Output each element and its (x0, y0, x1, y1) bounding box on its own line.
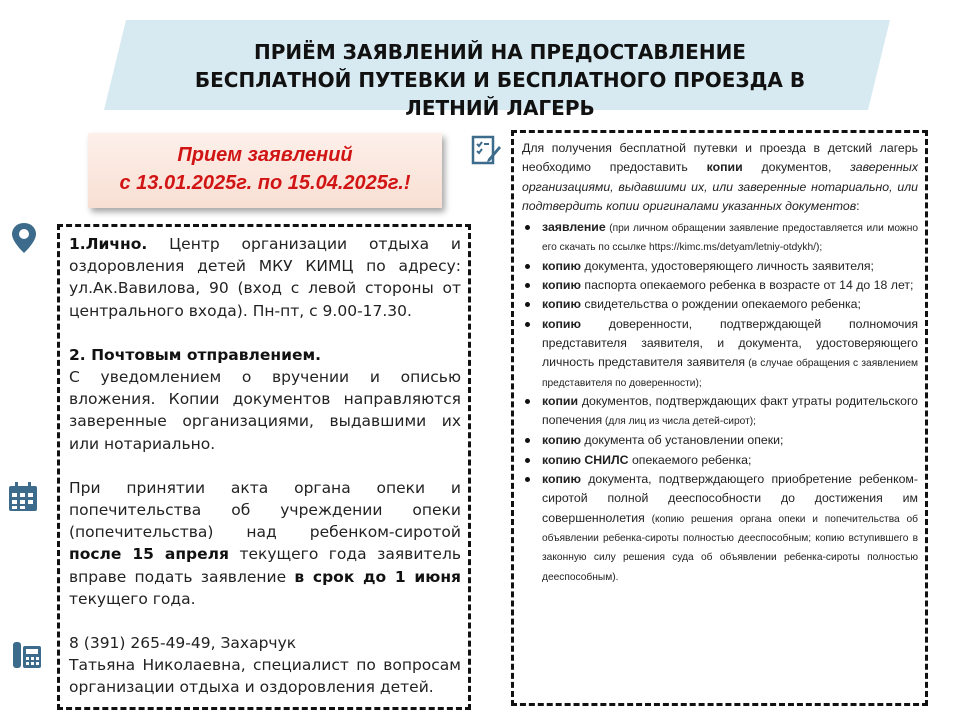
item-bold: копию (542, 316, 581, 331)
phone-icon (12, 638, 42, 675)
list-item (522, 470, 918, 586)
item-bold: копию (542, 258, 581, 273)
item-bold: копию (542, 297, 581, 312)
list-item (522, 276, 918, 295)
method-mail-text: С уведомлением о вручении и описью вложения. Копии документов направляются заверенные организациями, выдавшими их или нотариально. (69, 368, 461, 453)
title-line-1: ПРИЁМ ЗАЯВЛЕНИЙ НА ПРЕДОСТАВЛЕНИЕ (254, 40, 746, 64)
documents-list (522, 218, 918, 586)
item-text: документов, подтверждающих факт утраты родительского попечения (542, 393, 918, 428)
item-note: (копию решения органа опеки и попечительства об объявлении ребенка-сироты полностью дееспособным; копию вступившего в законную силу решения суда об объявлении ребенка-сироты полностью дееспособным). (542, 513, 918, 583)
submission-methods-box (57, 224, 471, 710)
item-bold: заявление (542, 220, 606, 235)
item-text: документа, удостоверяющего личность заявителя; (581, 258, 874, 273)
guardianship-note (69, 477, 461, 610)
list-item (522, 218, 918, 257)
item-text: доверенности, подтверждающей полномочия представителя заявителя, и документа, удостоверяющего личность представителя заявителя (542, 316, 918, 370)
list-item (522, 257, 918, 276)
guardianship-text-a: При принятии акта органа опеки и попечительства об учреждении опеки (попечительства) над ребенком-сиротой (69, 478, 461, 542)
item-bold: копию (542, 472, 581, 487)
intro-a: Для получения бесплатной путевки и проезда в детский лагерь необходимо предоставить (522, 141, 918, 175)
method-in-person (69, 233, 461, 322)
method-in-person-text: Центр организации отдыха и оздоровления детей МКУ КИМЦ по адресу: ул.Ак.Вавилова, 90 (вход с левой стороны от центрального входа). Пн-пт, с 9.00-17.30. (69, 235, 461, 320)
list-item (522, 431, 918, 450)
dates-line-1: Прием заявлений (177, 144, 353, 166)
item-note: (в случае обращения с заявлением представителя по доверенности); (542, 358, 918, 389)
item-note: (при личном обращении заявление предоставляется или можно его скачать по ссылке https://kimc.ms/detyam/letniy-otdykh/); (542, 223, 918, 254)
intro-e: : (856, 198, 860, 213)
contact-person: Татьяна Николаевна, специалист по вопросам организации отдыха и оздоровления детей. (69, 656, 461, 697)
list-item (522, 315, 918, 392)
guardianship-text-c: текущего года заявитель вправе подать заявление (69, 545, 461, 586)
item-text: свидетельства о рождении опекаемого ребенка; (581, 297, 861, 312)
intro-d: заверенных организациями, выдавшими их, или заверенные нотариально, или подтвердить копии оригиналами указанных документов (522, 160, 918, 213)
method-mail-heading (69, 344, 461, 366)
dates-box (88, 133, 442, 208)
item-bold: копию СНИЛС (542, 452, 629, 467)
item-text: паспорта опекаемого ребенка в возрасте от 14 до 18 лет; (581, 278, 914, 293)
item-text: документа об установлении опеки; (581, 433, 784, 448)
item-text: документа, подтверждающего приобретение ребенком-сиротой полной дееспособности до достижения им совершеннолетия (542, 472, 918, 525)
list-item (522, 392, 918, 432)
guardianship-date-a: после 15 апреля (69, 545, 229, 564)
guardianship-date-b: в срок до 1 июня (294, 567, 461, 586)
location-pin-icon (10, 222, 38, 261)
document-edit-icon (470, 133, 502, 170)
documents-intro (522, 139, 918, 216)
intro-c: документов, (742, 160, 851, 175)
title-line-2: БЕСПЛАТНОЙ ПУТЕВКИ И БЕСПЛАТНОГО ПРОЕЗДА В ЛЕТНИЙ ЛАГЕРЬ (194, 68, 806, 120)
item-text: опекаемого ребенка; (628, 452, 752, 467)
guardianship-text-e: текущего года. (69, 589, 196, 608)
contact-phone: 8 (391) 265-49-49, Захарчук (69, 634, 297, 653)
item-bold: копии (542, 393, 579, 408)
list-item (522, 451, 918, 470)
list-item (522, 295, 918, 314)
page-title (150, 38, 850, 122)
intro-b: копии (706, 160, 743, 175)
item-bold: копию (542, 278, 581, 293)
dates-line-2: с 13.01.2025г. по 15.04.2025г.! (119, 172, 411, 194)
calendar-icon (7, 481, 39, 518)
method-in-person-heading: 1.Лично. (69, 235, 148, 253)
method-mail-heading-text: 2. Почтовым отправлением. (69, 345, 322, 364)
item-note: (для лиц из числа детей-сирот); (602, 416, 756, 428)
documents-box (511, 130, 928, 706)
item-bold: копию (542, 433, 581, 448)
